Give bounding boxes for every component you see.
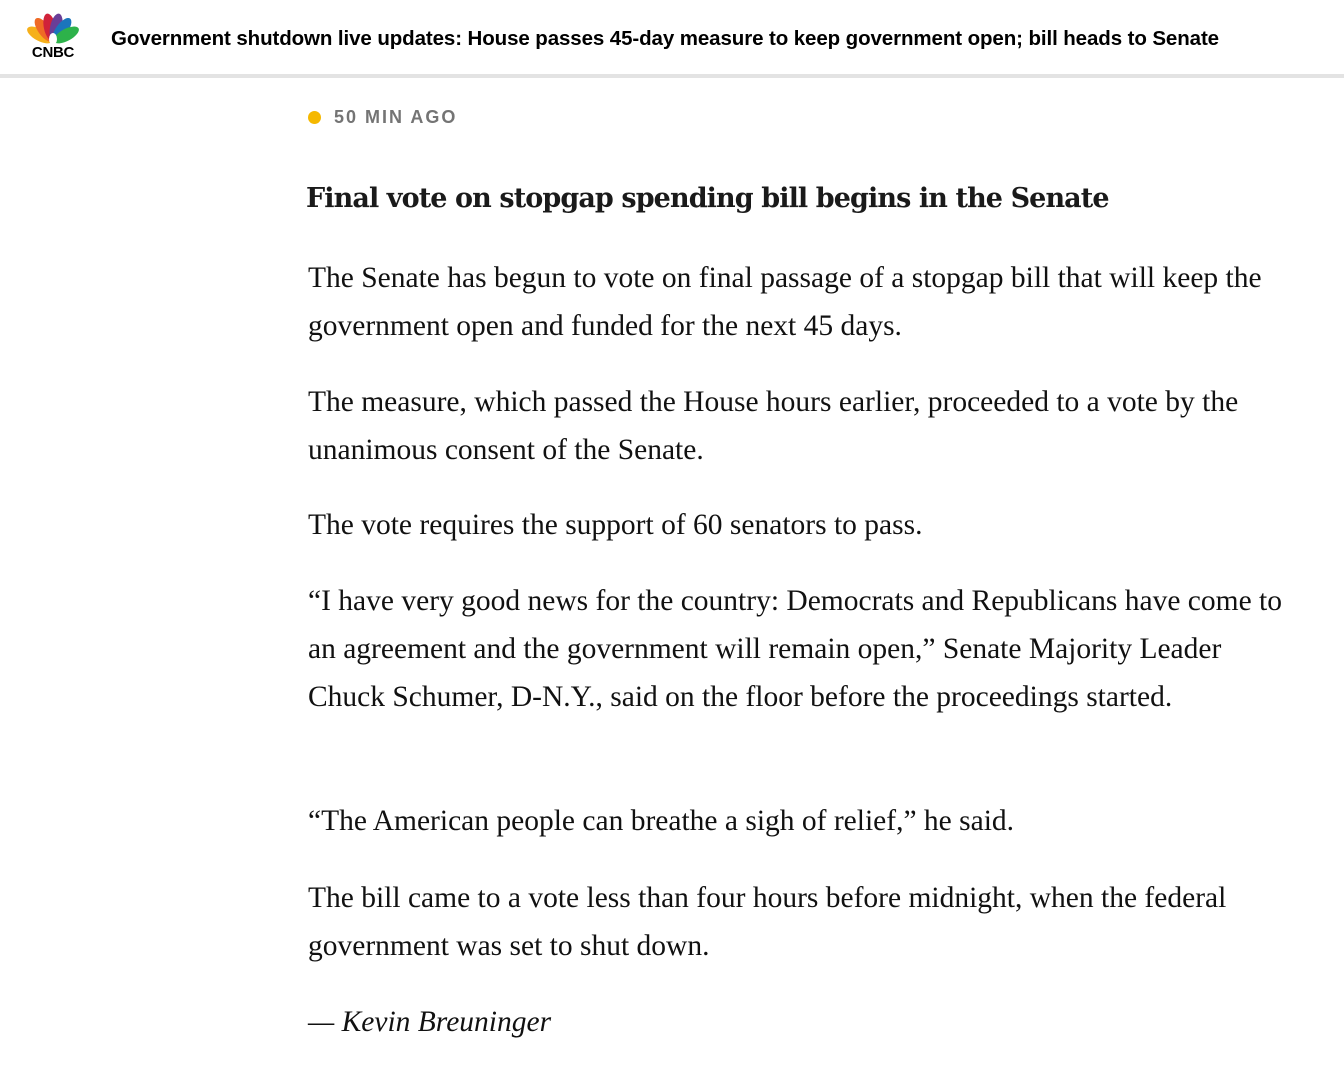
timestamp-text: 50 MIN AGO <box>334 106 458 127</box>
post-byline: — Kevin Breuninger <box>308 1006 552 1038</box>
live-update-post <box>306 100 1298 1038</box>
post-paragraph: The bill came to a vote less than four hours before midnight, when the federal government was set to shut down. <box>308 882 1227 962</box>
post-paragraph: The Senate has begun to vote on final passage of a stopgap bill that will keep the government open and funded for the next 45 days. <box>308 262 1262 342</box>
live-dot-icon <box>308 111 321 124</box>
post-paragraph: The vote requires the support of 60 senators to pass. <box>308 509 923 541</box>
post-paragraph: “The American people can breathe a sigh of relief,” he said. <box>308 805 1015 837</box>
cnbc-logo-text: CNBC <box>31 44 75 61</box>
cnbc-peacock-icon <box>19 9 87 49</box>
live-blog-headline[interactable]: Government shutdown live updates: House passes 45-day measure to keep government open; bill heads to Senate <box>111 27 1219 50</box>
post-paragraph: “I have very good news for the country: Democrats and Republicans have come to an agreement and the government will remain open,” Senate Majority Leader Chuck Schumer, D-N.Y., said on the floor before the proceedings started. <box>308 585 1282 713</box>
cnbc-logo[interactable] <box>19 9 87 63</box>
post-title: Final vote on stopgap spending bill begins in the Senate <box>306 183 1109 214</box>
top-header <box>0 0 1344 78</box>
post-timestamp <box>308 100 1298 134</box>
post-paragraph: The measure, which passed the House hours earlier, proceeded to a vote by the unanimous consent of the Senate. <box>308 386 1239 466</box>
